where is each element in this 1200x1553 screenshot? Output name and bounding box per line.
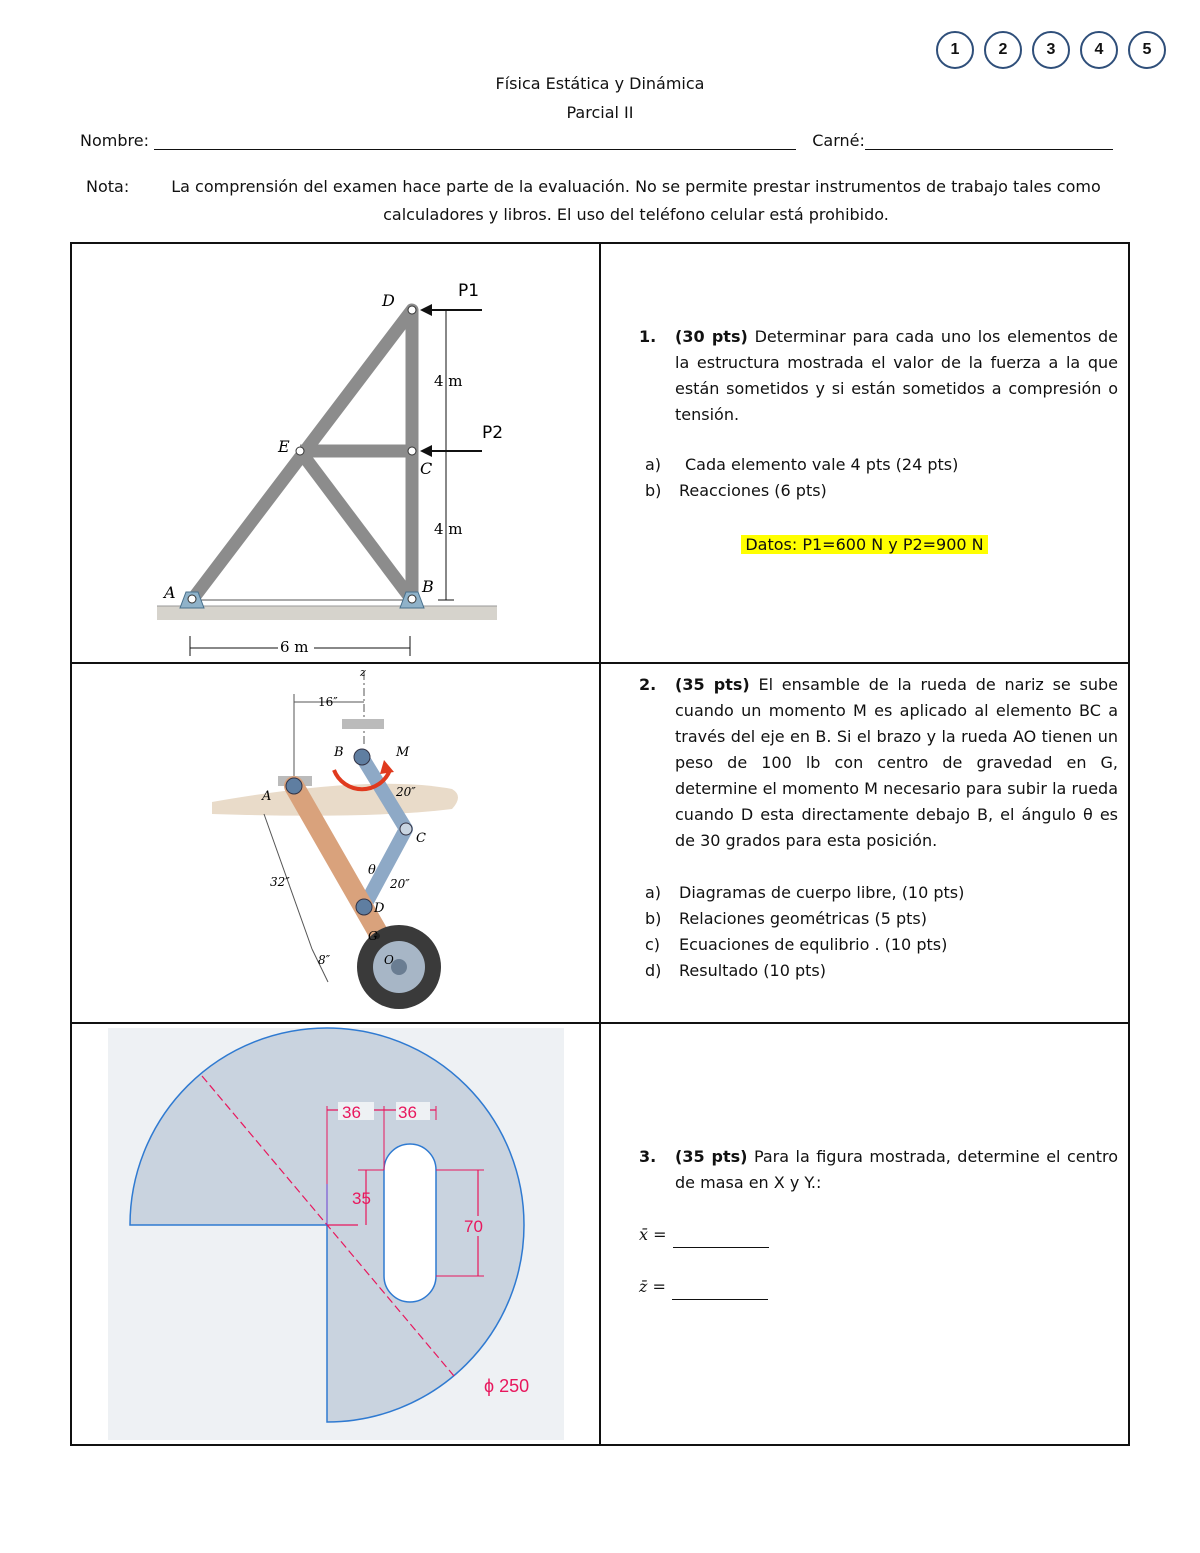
q3-figure-cell [71,1023,600,1445]
q1-figure-cell [71,243,600,663]
member-EB [300,451,412,600]
dim-32: 32″ [270,875,290,889]
fuselage [212,784,458,816]
pin-D [408,306,416,314]
label-P2: P2 [482,423,504,443]
q2-item-d: d) Resultado (10 pts) [645,961,826,980]
q1-data: Datos: P1=600 N y P2=900 N [741,535,987,554]
label-B: B [422,577,434,596]
pin-C [408,447,416,455]
zbar-row [639,1274,1128,1300]
id-field[interactable] [865,131,1113,150]
svg-text:M: M [396,745,410,760]
note [86,173,1116,229]
q2-text-cell [600,663,1129,1023]
svg-text:A: A [262,789,272,804]
q1-points: (30 pts) [675,327,748,346]
dim-8: 8″ [318,953,331,967]
plate-figure [72,1024,599,1444]
q3-statement: Para la figura mostrada, determine el centro de masa en X y Y.: [675,1147,1119,1192]
q2-number: 2. [639,675,657,694]
q1-statement: Determinar para cada uno los elementos de la estructura mostrada el valor de la fuerza a la que están sometidos y si están sometidos a compresión o tensión. [675,327,1118,424]
exam-title: Parcial II [566,103,634,122]
mount-B [342,719,384,729]
ground [157,606,497,620]
dim-20b: 20″ [390,877,410,891]
note-text: La comprensión del examen hace parte de la evaluación. No se permite prestar instrumentos de trabajo tales como calculadores y libros. El uso del teléfono celular está prohibido. [171,177,1101,224]
svg-text:G: G [368,929,378,943]
q2-item-c: c) Ecuaciones de equlibrio . (10 pts) [645,935,948,954]
questions-table [70,242,1130,1446]
q2-text [601,664,1128,984]
svg-text:D: D [374,901,385,916]
q1-item-b: b) Reacciones (6 pts) [645,481,827,500]
xbar-label: x̄ = [639,1225,667,1244]
q3-text [601,1024,1128,1300]
q1-text [601,244,1128,558]
dim-36a: 36 [342,1103,361,1122]
q3-number: 3. [639,1147,657,1166]
q1-text-cell [600,243,1129,663]
q3-points: (35 pts) [675,1147,748,1166]
page-number-2: 2 [984,31,1022,69]
name-row [80,131,1113,150]
pin-A [286,778,302,794]
q3-text-cell [600,1023,1129,1445]
svg-text:z: z [360,666,366,679]
nose-wheel-figure [72,664,599,1022]
dim-diameter: ϕ 250 [484,1376,530,1396]
q2-item-b: b) Relaciones geométricas (5 pts) [645,909,927,928]
id-label: Carné: [812,131,865,150]
label-E: E [278,437,290,456]
page-number-4: 4 [1080,31,1118,69]
note-label: Nota: [86,177,130,196]
q2-figure-cell [71,663,600,1023]
truss-figure [72,244,599,662]
q2-statement: El ensamble de la rueda de nariz se sube cuando un momento M es aplicado al elemento BC a través del eje en B. Si el brazo y la rueda AO tienen un peso de 100 lb con centro de gravedad en G, determine el momento M necesario para subir la rueda cuando D esta directamente debajo B, el ángulo θ es de 30 grados para esta posición. [675,675,1118,850]
xbar-row [639,1222,1128,1248]
q1-number: 1. [639,327,657,346]
zbar-answer[interactable] [672,1283,768,1300]
dim-20a: 20″ [396,785,416,799]
slot [384,1144,436,1302]
dim-top: 4 m [434,372,463,390]
label-P1: P1 [458,281,480,301]
svg-text:C: C [416,831,426,846]
dim-16: 16″ [318,695,338,709]
svg-text:B: B [334,745,344,760]
pin-D [356,899,372,915]
page-number-3: 3 [1032,31,1070,69]
page-number-5: 5 [1128,31,1166,69]
xbar-answer[interactable] [673,1231,769,1248]
pin-B [354,749,370,765]
pin-C [400,823,412,835]
q2-item-a: a) Diagramas de cuerpo libre, (10 pts) [645,883,965,902]
page-number-1: 1 [936,31,974,69]
q2-points: (35 pts) [675,675,750,694]
dim-35: 35 [352,1189,371,1208]
course-title: Física Estática y Dinámica [495,74,705,93]
dim-70: 70 [464,1217,483,1236]
label-A: A [164,583,176,602]
dim-36b: 36 [398,1103,417,1122]
name-label: Nombre: [80,131,149,150]
zbar-label: z̄ = [639,1277,666,1296]
label-C: C [420,459,433,478]
svg-text:θ: θ [368,863,376,878]
dim-bottom: 4 m [434,520,463,538]
q1-item-a: a) Cada elemento vale 4 pts (24 pts) [645,455,959,474]
pin-E [296,447,304,455]
label-D: D [382,291,395,310]
dim-base: 6 m [280,638,309,656]
svg-text:O: O [384,953,394,967]
name-field[interactable] [154,131,796,150]
